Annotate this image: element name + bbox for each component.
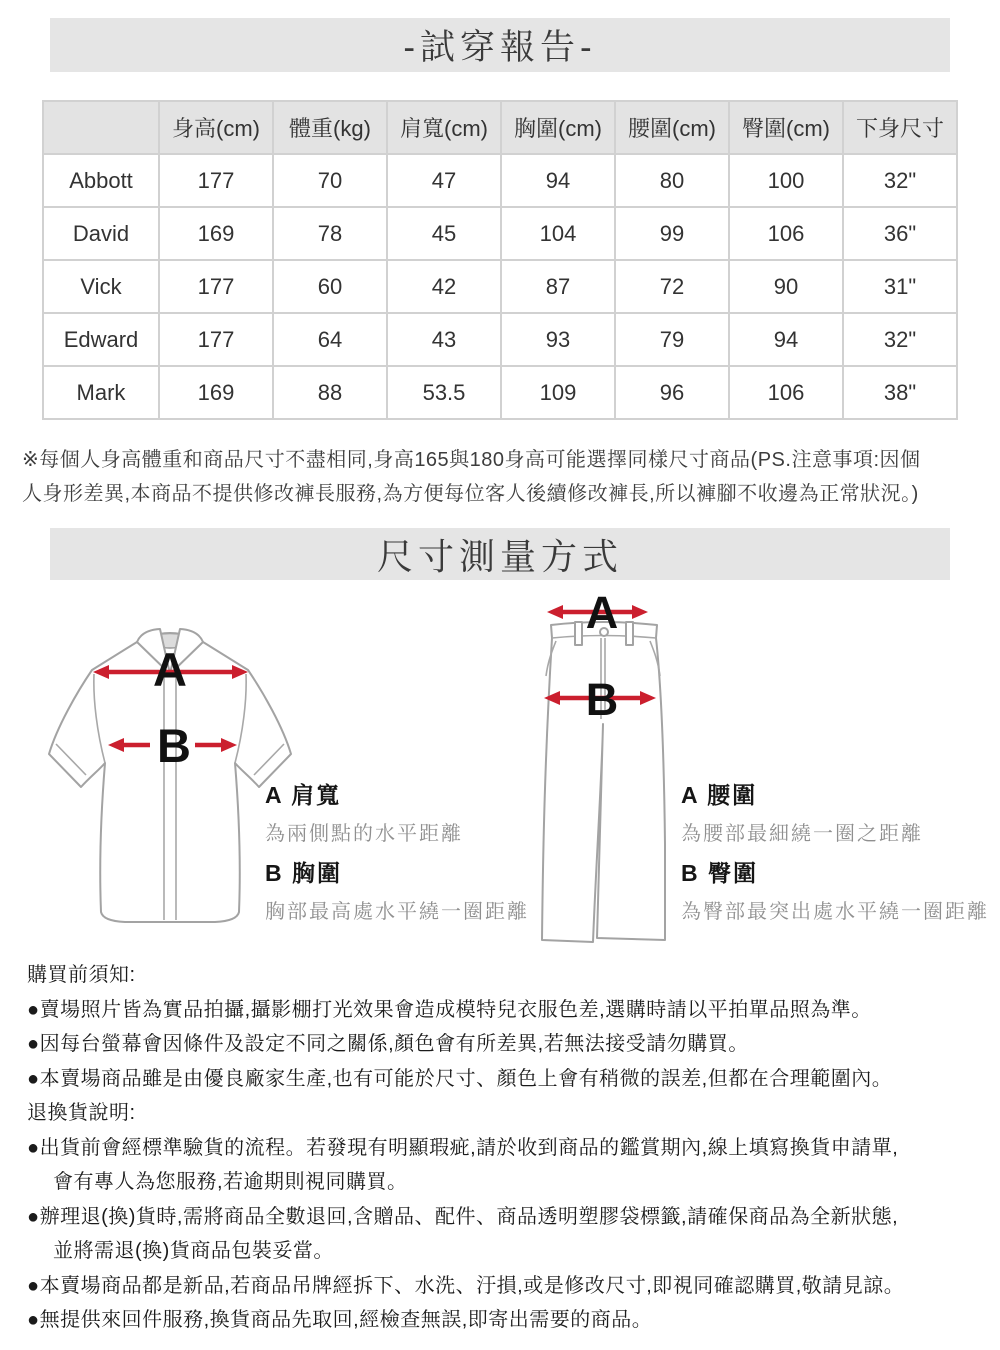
- shirt-letter-b: B: [157, 719, 191, 772]
- measurement-title: 尺寸測量方式: [376, 535, 623, 577]
- cell: 36": [843, 207, 957, 260]
- table-header-row: [43, 101, 957, 154]
- shoulder-width-label: A 肩寬: [265, 782, 342, 808]
- cell: 104: [501, 207, 615, 260]
- cell: 31": [843, 260, 957, 313]
- table-row: [43, 313, 957, 366]
- returns-notice-item: ●無提供來回件服務,換貨商品先取回,經檢查無誤,即寄出需要的商品。: [27, 1309, 653, 1331]
- cell: 106: [729, 366, 843, 419]
- cell: 177: [159, 154, 273, 207]
- cell: 100: [729, 154, 843, 207]
- notices-section: [27, 958, 992, 1338]
- cell: 169: [159, 366, 273, 419]
- pants-letter-b: B: [585, 674, 619, 725]
- returns-notice-title: 退換貨說明:: [27, 1102, 136, 1124]
- col-header-empty: [43, 101, 159, 154]
- col-header-weight: 體重(kg): [273, 101, 387, 154]
- cell: 72: [615, 260, 729, 313]
- col-header-bottom-size: 下身尺寸: [843, 101, 957, 154]
- fitting-table: [42, 100, 958, 420]
- cell: 169: [159, 207, 273, 260]
- purchase-notice-title: 購買前須知:: [27, 964, 136, 986]
- col-header-chest: 胸圍(cm): [501, 101, 615, 154]
- shoulder-width-desc: 為兩側點的水平距離: [265, 823, 463, 845]
- measurement-banner: [50, 528, 950, 580]
- returns-notice-item: ●出貨前會經標準驗貨的流程。若發現有明顯瑕疵,請於收到商品的鑑賞期內,線上填寫換貨申請單,: [27, 1136, 899, 1159]
- cell: 177: [159, 313, 273, 366]
- hip-girth-label: B 臀圍: [681, 860, 758, 886]
- cell: 38": [843, 366, 957, 419]
- cell: 32": [843, 313, 957, 366]
- model-name: David: [43, 207, 159, 260]
- cell: 47: [387, 154, 501, 207]
- cell: 94: [501, 154, 615, 207]
- fitting-report-banner: [50, 18, 950, 72]
- cell: 45: [387, 207, 501, 260]
- cell: 96: [615, 366, 729, 419]
- shirt-measure-legend: [265, 781, 545, 927]
- shirt-diagram: [45, 622, 295, 924]
- model-name: Abbott: [43, 154, 159, 207]
- pants-measure-legend: [681, 781, 991, 927]
- cell: 43: [387, 313, 501, 366]
- table-row: [43, 207, 957, 260]
- cell: 79: [615, 313, 729, 366]
- cell: 109: [501, 366, 615, 419]
- model-name: Mark: [43, 366, 159, 419]
- model-name: Vick: [43, 260, 159, 313]
- cell: 70: [273, 154, 387, 207]
- cell: 93: [501, 313, 615, 366]
- chest-girth-desc: 胸部最高處水平繞一圈距離: [265, 901, 529, 923]
- pants-belt-loop-left: [575, 622, 582, 645]
- cell: 42: [387, 260, 501, 313]
- cell: 99: [615, 207, 729, 260]
- cell: 94: [729, 313, 843, 366]
- purchase-notice-item: ●因每台螢幕會因條件及設定不同之關係,顏色會有所差異,若無法接受請勿購買。: [27, 1033, 749, 1055]
- hip-girth-desc: 為臀部最突出處水平繞一圈距離: [681, 901, 989, 923]
- pants-outline: [542, 622, 665, 942]
- fitting-report-title: -試穿報告-: [403, 28, 597, 67]
- pants-diagram: [538, 594, 668, 946]
- col-header-waist: 腰圍(cm): [615, 101, 729, 154]
- returns-notice-item: ●本賣場商品都是新品,若商品吊牌經拆下、水洗、汙損,或是修改尺寸,即視同確認購買,敬請見諒。: [27, 1274, 905, 1297]
- cell: 87: [501, 260, 615, 313]
- cell: 90: [729, 260, 843, 313]
- cell: 32": [843, 154, 957, 207]
- table-row: [43, 154, 957, 207]
- cell: 78: [273, 207, 387, 260]
- purchase-notice-item: ●賣場照片皆為實品拍攝,攝影棚打光效果會造成模特兒衣服色差,選購時請以平拍單品照為準。: [27, 998, 872, 1021]
- model-name: Edward: [43, 313, 159, 366]
- col-header-hip: 臀圍(cm): [729, 101, 843, 154]
- cell: 64: [273, 313, 387, 366]
- returns-notice-item-continued: 會有專人為您服務,若逾期則視同購買。: [53, 1171, 408, 1193]
- table-row: [43, 366, 957, 419]
- pants-letter-a: A: [585, 594, 619, 638]
- pants-belt-loop-right: [626, 622, 633, 645]
- shirt-letter-a: A: [153, 643, 187, 696]
- purchase-notice-item: ●本賣場商品雖是由優良廠家生產,也有可能於尺寸、顏色上會有稍微的誤差,但都在合理範圍內。: [27, 1067, 893, 1090]
- size-disclaimer-line1: ※每個人身高體重和商品尺寸不盡相同,身高165與180身高可能選擇同樣尺寸商品(PS.注意事項:因個: [22, 449, 921, 471]
- waist-girth-desc: 為腰部最細繞一圈之距離: [681, 823, 923, 845]
- cell: 53.5: [387, 366, 501, 419]
- col-header-height: 身高(cm): [159, 101, 273, 154]
- waist-girth-label: A 腰圍: [681, 782, 758, 808]
- size-disclaimer-line2: 人身形差異,本商品不提供修改褲長服務,為方便每位客人後續修改褲長,所以褲腳不收邊為正常狀況。): [22, 483, 919, 505]
- table-row: [43, 260, 957, 313]
- chest-girth-label: B 胸圍: [265, 860, 342, 886]
- size-disclaimer-note: [22, 443, 982, 511]
- cell: 80: [615, 154, 729, 207]
- cell: 106: [729, 207, 843, 260]
- cell: 60: [273, 260, 387, 313]
- cell: 88: [273, 366, 387, 419]
- cell: 177: [159, 260, 273, 313]
- returns-notice-item: ●辦理退(換)貨時,需將商品全數退回,含贈品、配件、商品透明塑膠袋標籤,請確保商品為全新狀態,: [27, 1205, 899, 1228]
- col-header-shoulder: 肩寬(cm): [387, 101, 501, 154]
- returns-notice-item-continued: 並將需退(換)貨商品包裝妥當。: [53, 1240, 334, 1262]
